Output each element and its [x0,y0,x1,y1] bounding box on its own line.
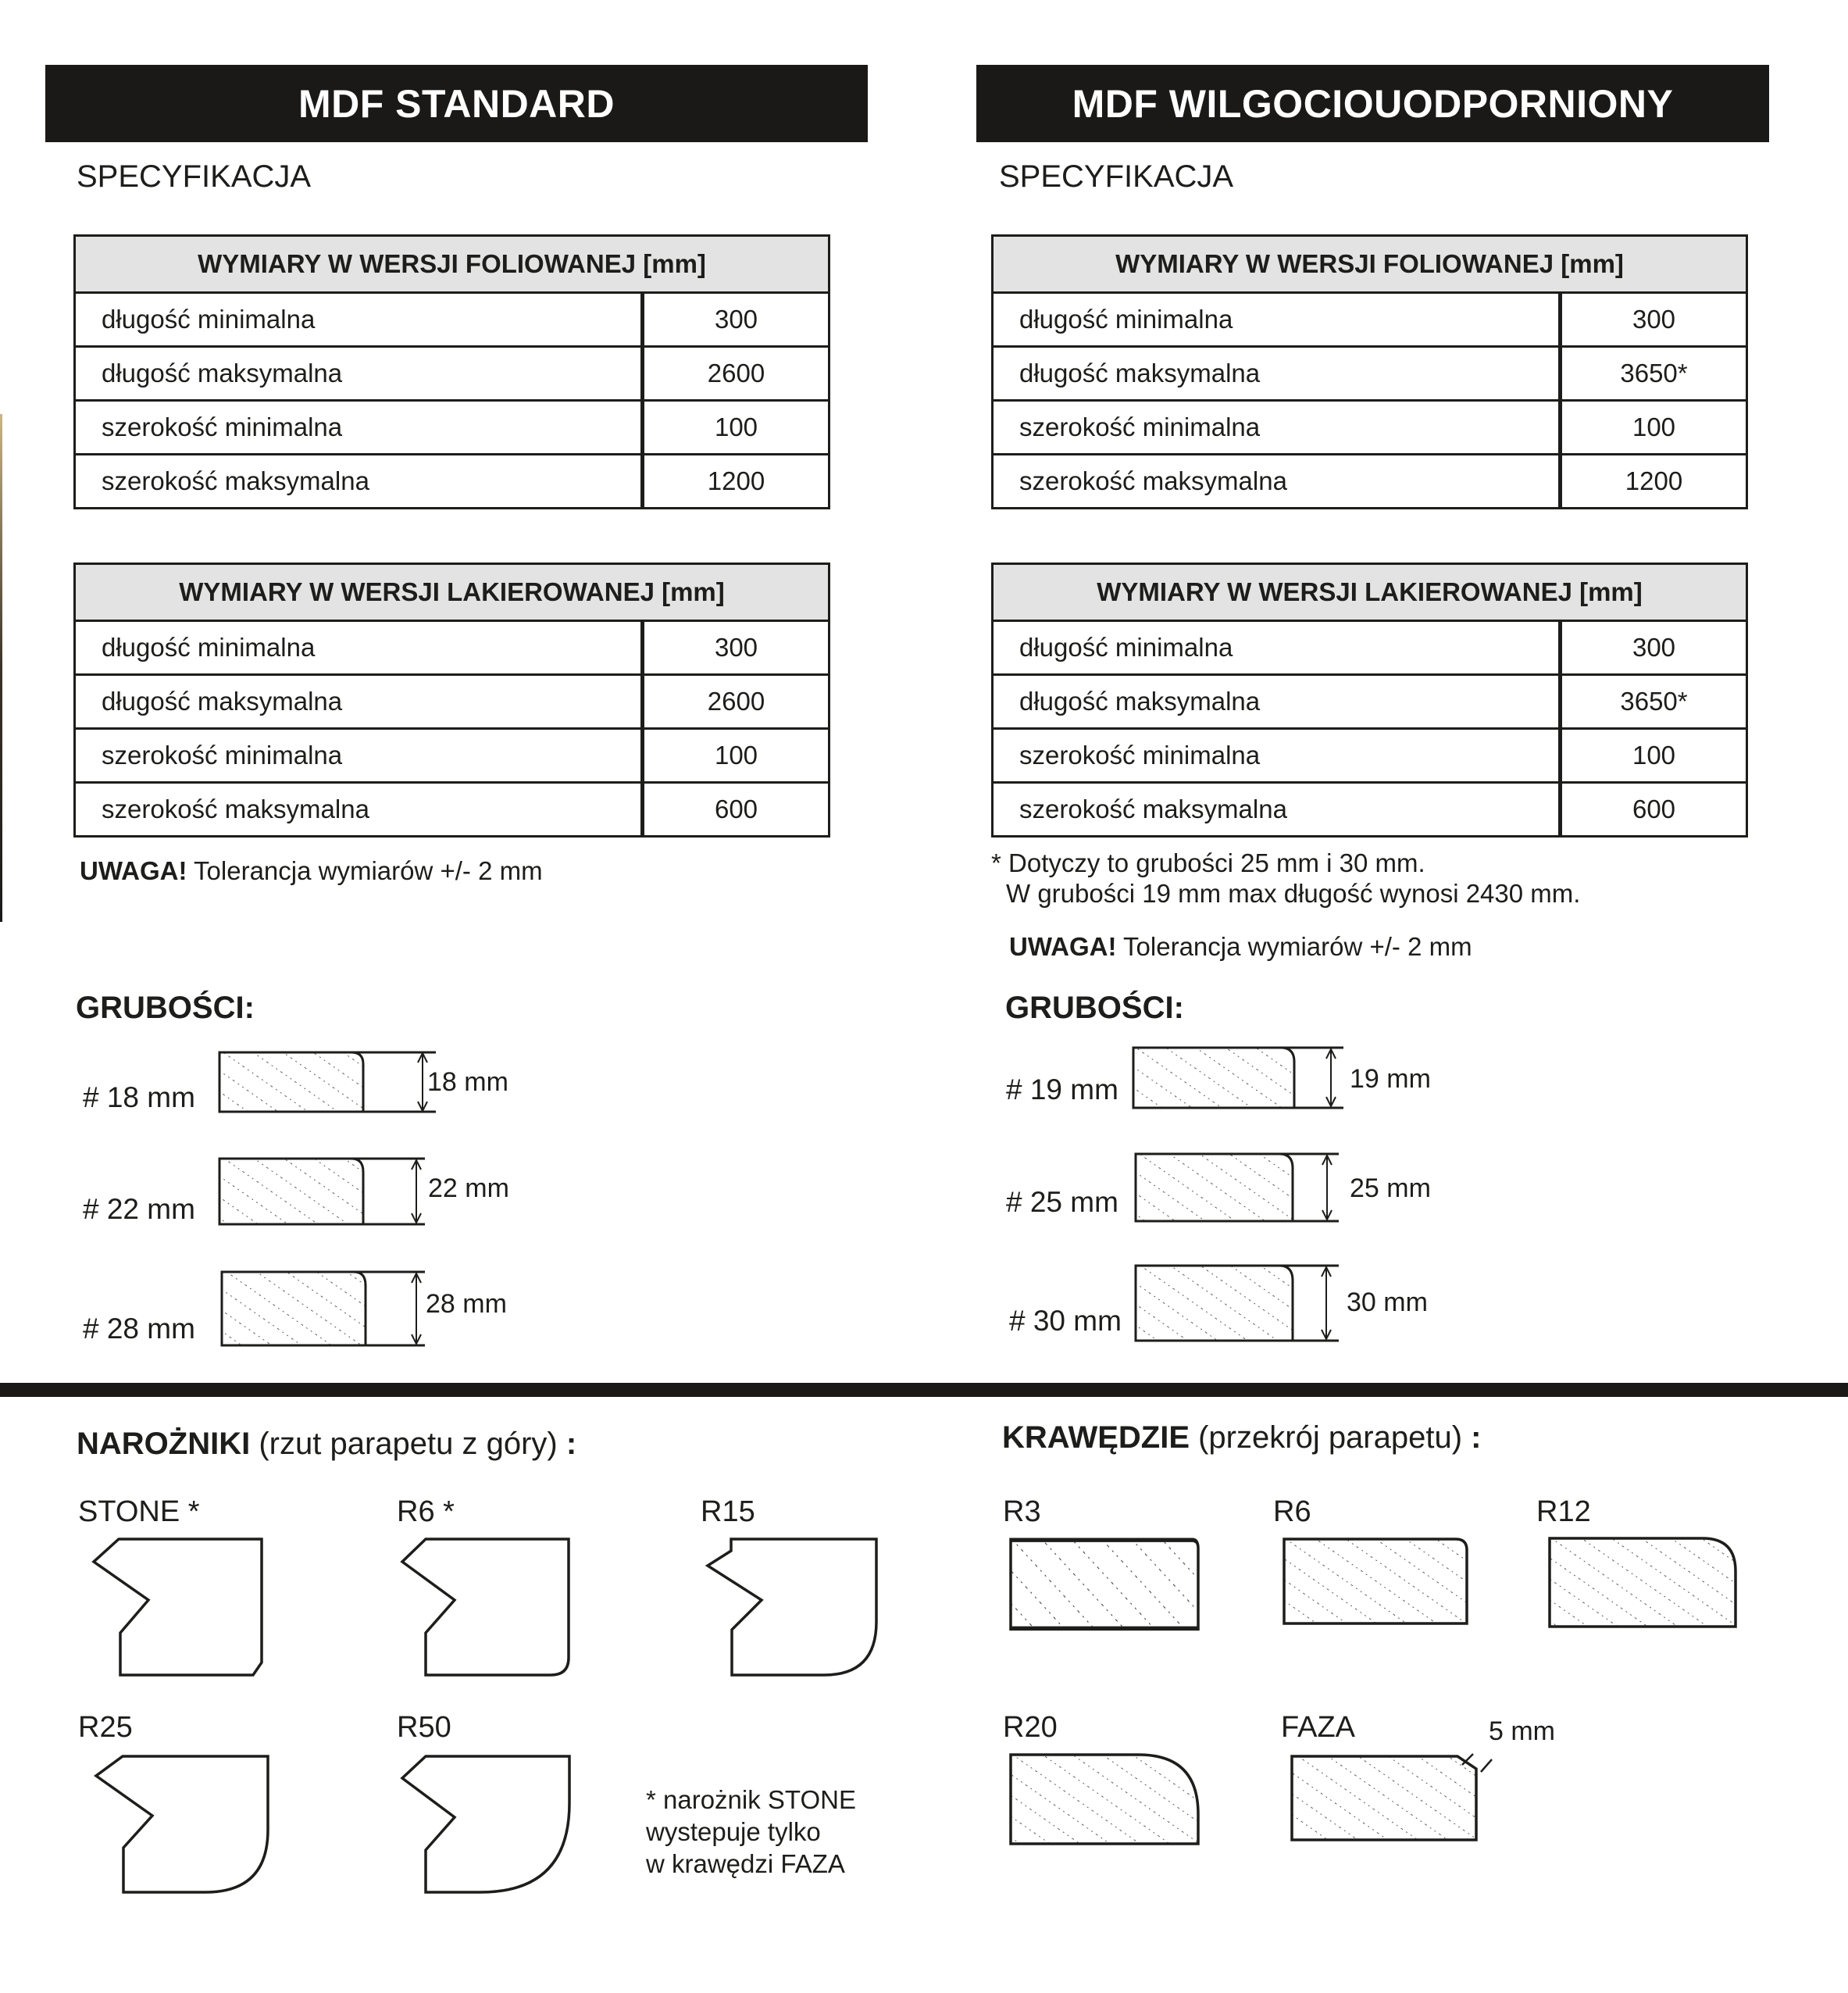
row-value: 100 [1561,401,1747,455]
row-value: 3650* [1561,347,1747,401]
row-value: 100 [643,729,829,783]
thickness-label: # 30 mm [1009,1305,1122,1337]
left-edge-artifact [0,414,2,922]
row-label: długość maksymalna [993,675,1561,729]
edge-label: R12 [1536,1495,1591,1528]
row-label: długość minimalna [993,621,1561,675]
warning-text: Tolerancja wymiarów +/- 2 mm [187,856,543,885]
thickness-label: # 22 mm [83,1193,195,1225]
spec-label: SPECYFIKACJA [999,159,1234,194]
corner-stone-shape [86,1531,273,1680]
edges-title-colon: : [1471,1420,1482,1455]
table-row [993,675,1747,729]
tolerance-note [80,856,543,886]
edge-r3-shape [1008,1535,1203,1637]
section-header-mdf-moisture-resistant [976,65,1769,142]
section-header-mdf-standard [45,65,868,142]
row-label: długość maksymalna [993,347,1561,401]
faza-dimension-label: 5 mm [1489,1716,1555,1746]
warning-label: UWAGA! [1009,932,1117,961]
row-value: 300 [1561,293,1747,347]
row-label: długość minimalna [75,293,643,347]
section-title: MDF WILGOCIOUODPORNIONY [1072,81,1674,126]
dimension-label: 30 mm [1347,1288,1428,1317]
row-label: szerokość minimalna [75,401,643,455]
row-label: szerokość maksymalna [993,783,1561,837]
table-row [993,455,1747,509]
thickness-label: # 19 mm [1006,1073,1118,1105]
thickness-19-diagram [1129,1043,1363,1113]
table-foil-dimensions [73,234,830,509]
edges-title-bold: KRAWĘDZIE [1002,1420,1190,1455]
thickness-label: # 25 mm [1006,1186,1118,1218]
corner-label: R15 [701,1495,755,1528]
thickness-25-diagram [1131,1148,1365,1230]
table-row [75,783,829,837]
table-row [75,675,829,729]
row-value: 300 [643,293,829,347]
row-label: długość minimalna [75,621,643,675]
thickness-label: # 18 mm [83,1081,195,1113]
row-label: szerokość maksymalna [75,455,643,509]
row-value: 600 [643,783,829,837]
table-foil-dimensions [991,234,1748,509]
dimension-label: 25 mm [1350,1173,1431,1203]
corners-title-colon: : [565,1427,577,1461]
dimension-label: 19 mm [1350,1064,1431,1094]
row-value: 1200 [1561,455,1747,509]
row-label: długość maksymalna [75,347,643,401]
table-row [75,621,829,675]
corner-note-line: w krawędzi FAZA [646,1849,845,1878]
edge-r6-shape [1281,1536,1472,1634]
corner-note [646,1784,856,1880]
row-label: szerokość maksymalna [75,783,643,837]
thickness-title: GRUBOŚCI: [76,991,255,1025]
row-label: szerokość minimalna [75,729,643,783]
row-label: długość maksymalna [75,675,643,729]
edge-r12-shape [1547,1535,1742,1637]
table-header: WYMIARY W WERSJI LAKIEROWANEJ [mm] [993,564,1747,621]
table-row [75,293,829,347]
corner-label: STONE * [78,1495,200,1528]
corner-label: R6 * [397,1495,455,1528]
corner-label: R25 [78,1711,133,1744]
row-value: 3650* [1561,675,1747,729]
table-row [993,729,1747,783]
table-header: WYMIARY W WERSJI FOLIOWANEJ [mm] [993,236,1747,293]
warning-text: Tolerancja wymiarów +/- 2 mm [1116,932,1472,961]
footnote-line-2: W grubości 19 mm max długość wynosi 2430 mm. [1006,879,1581,908]
table-lacquer-dimensions [991,563,1748,838]
footnote-line-1: * Dotyczy to grubości 25 mm i 30 mm. [991,848,1425,877]
section-title: MDF STANDARD [298,81,615,126]
corner-note-line: * narożnik STONE [646,1785,856,1814]
edges-title [1002,1420,1481,1455]
edges-title-subtitle: (przekrój parapetu) [1190,1420,1472,1455]
corners-title-subtitle: (rzut parapetu z góry) [250,1427,566,1461]
table-row [993,621,1747,675]
table-row [75,347,829,401]
edge-label: FAZA [1281,1711,1356,1744]
thickness-22-diagram [215,1152,449,1230]
edge-faza-shape [1289,1750,1554,1852]
section-divider [0,1383,1848,1397]
corner-r50-shape [394,1748,582,1897]
row-value: 100 [1561,729,1747,783]
row-value: 600 [1561,783,1747,837]
tolerance-note [1009,932,1472,962]
warning-label: UWAGA! [80,856,187,885]
corners-title [77,1427,576,1462]
row-value: 1200 [643,455,829,509]
thickness-title: GRUBOŚCI: [1005,991,1184,1025]
edge-r20-shape [1008,1752,1203,1853]
edge-label: R3 [1003,1495,1041,1528]
row-value: 300 [1561,621,1747,675]
corner-r6-shape [394,1531,582,1680]
row-label: szerokość minimalna [993,401,1561,455]
row-value: 300 [643,621,829,675]
table-row [993,347,1747,401]
row-value: 100 [643,401,829,455]
row-label: długość minimalna [993,293,1561,347]
table-row [993,293,1747,347]
edge-label: R6 [1273,1495,1311,1528]
table-header: WYMIARY W WERSJI LAKIEROWANEJ [mm] [75,564,829,621]
row-value: 2600 [643,675,829,729]
table-lacquer-dimensions [73,563,830,838]
table-row [993,783,1747,837]
edge-label: R20 [1003,1711,1058,1744]
thickness-30-diagram [1131,1259,1365,1349]
thickness-18-diagram [215,1047,449,1117]
dimension-label: 22 mm [428,1173,509,1203]
table-header: WYMIARY W WERSJI FOLIOWANEJ [mm] [75,236,829,293]
corner-r25-shape [90,1748,277,1897]
row-label: szerokość maksymalna [993,455,1561,509]
dimension-label: 28 mm [426,1289,507,1319]
spec-label: SPECYFIKACJA [77,159,312,194]
table-row [993,401,1747,455]
corner-label: R50 [397,1711,451,1744]
table-row [75,401,829,455]
corner-note-line: wystepuje tylko [646,1817,821,1846]
row-label: szerokość minimalna [993,729,1561,783]
thickness-28-diagram [217,1266,451,1352]
dimension-label: 18 mm [427,1067,508,1097]
table-row [75,455,829,509]
row-value: 2600 [643,347,829,401]
corners-title-bold: NAROŻNIKI [77,1427,251,1461]
table-row [75,729,829,783]
corner-r15-shape [701,1531,889,1680]
thickness-label: # 28 mm [83,1313,195,1345]
